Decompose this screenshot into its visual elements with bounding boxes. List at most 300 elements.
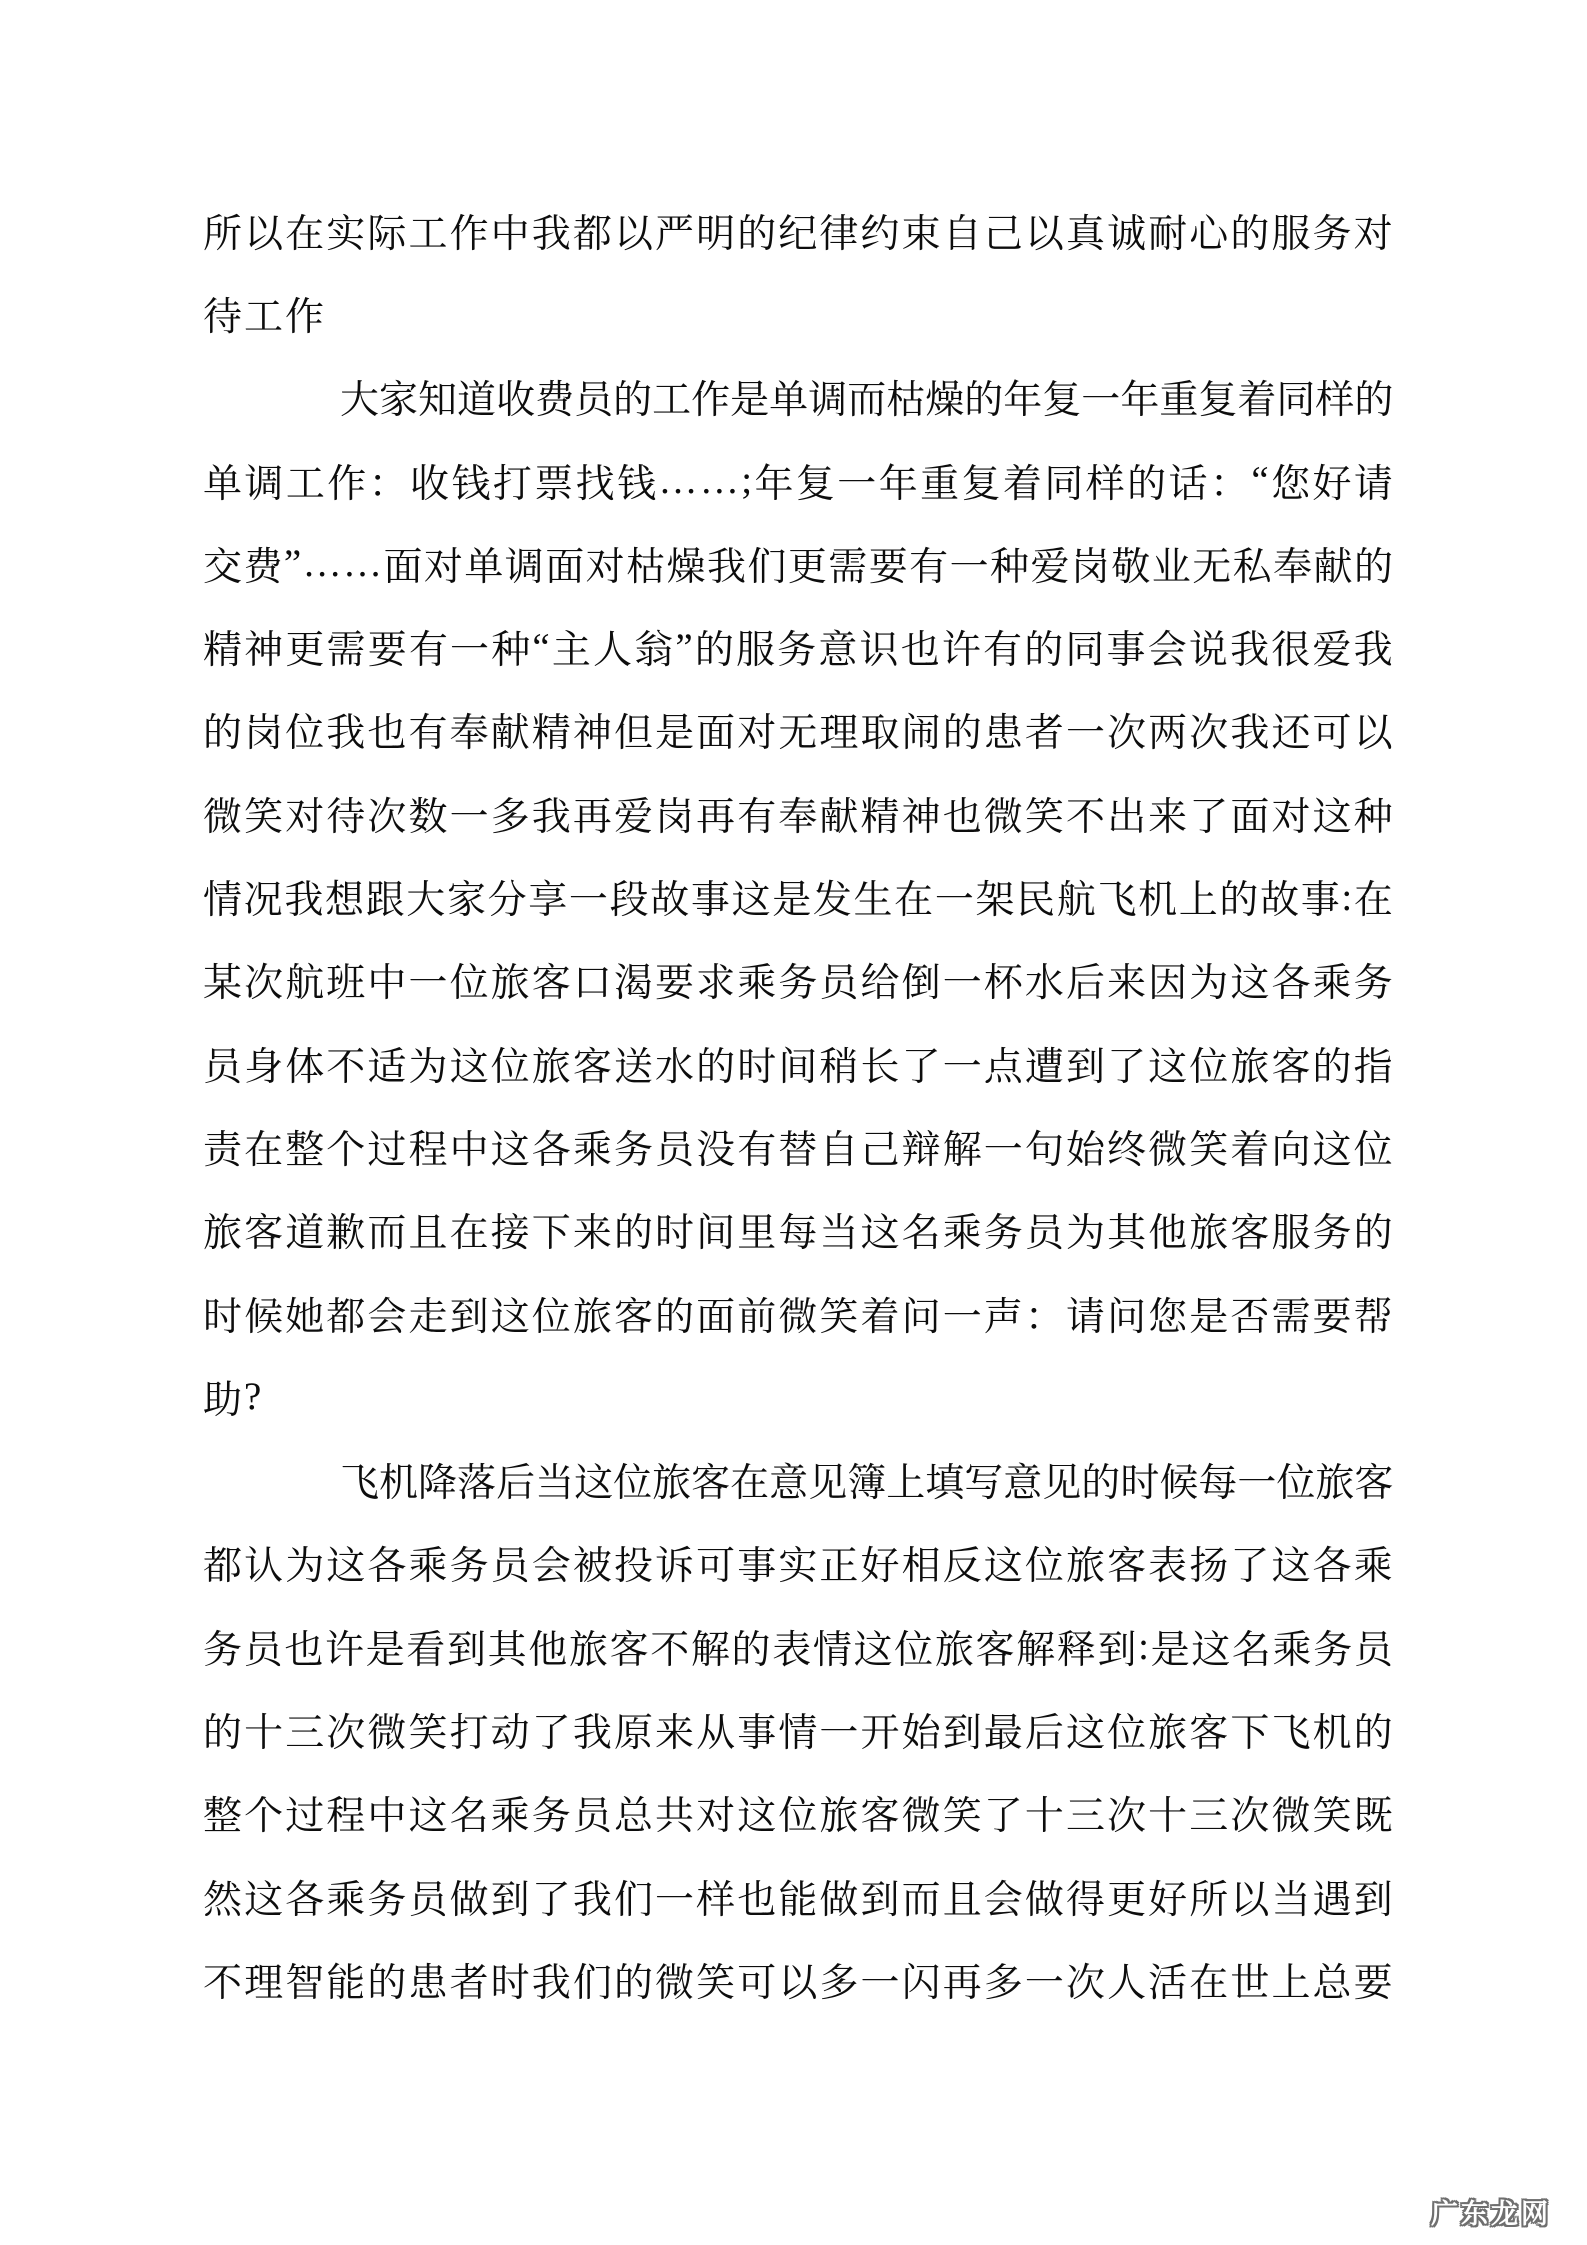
text-char: 不: [650, 1628, 690, 1672]
text-char: 业: [1151, 545, 1191, 589]
text-char: …: [658, 459, 698, 503]
text-char: 一: [1081, 379, 1121, 423]
text-char: 这: [1191, 1628, 1231, 1672]
text-char: 航: [1056, 879, 1096, 923]
text-char: 整: [203, 1795, 243, 1839]
text-char: 生: [853, 879, 893, 923]
text-char: 从: [696, 1711, 736, 1755]
text-char: 样: [696, 1878, 736, 1922]
text-char: 精: [531, 712, 571, 756]
text-char: 情: [778, 1711, 818, 1755]
text-char: 客: [613, 1295, 653, 1339]
text-char: 以: [1353, 712, 1393, 756]
text-char: 无: [1192, 545, 1232, 589]
text-char: 对: [1353, 212, 1393, 256]
text-char: 各: [531, 1128, 571, 1172]
text-char: 走: [408, 1295, 448, 1339]
text-char: 员: [1024, 1212, 1064, 1256]
text-char: 故: [1260, 879, 1300, 923]
text-char: 面: [383, 545, 423, 589]
text-char: 次: [1065, 1961, 1105, 2005]
text-char: 请: [1065, 1295, 1105, 1339]
text-char: 员: [408, 1878, 448, 1922]
text-char: 乘: [572, 1128, 612, 1172]
text-char: 员: [1353, 1628, 1393, 1672]
text-char: 间: [696, 1212, 736, 1256]
text-char: 有: [737, 795, 777, 839]
text-char: 一: [1237, 1462, 1277, 1506]
text-char: 务: [203, 1628, 243, 1672]
watermark: 广东龙网: [1431, 2199, 1551, 2230]
text-char: 年: [878, 462, 918, 506]
text-char: 一: [934, 879, 974, 923]
text-char: 倒: [901, 962, 941, 1006]
text-char: 费: [535, 379, 575, 423]
text-char: 水: [1024, 962, 1064, 1006]
text-char: 待: [326, 795, 366, 839]
text-char: 个: [326, 1128, 366, 1172]
text-char: 理: [819, 712, 859, 756]
text-char: 私: [1232, 545, 1272, 589]
text-char: 次: [1107, 1795, 1147, 1839]
text-char: 务: [1312, 212, 1352, 256]
text-char: 为: [408, 1045, 448, 1089]
text-char: 旅: [531, 1045, 571, 1089]
text-char: 一: [1065, 712, 1105, 756]
text-char: 次: [367, 795, 407, 839]
text-char: 旅: [1189, 1212, 1229, 1256]
text-char: 飞: [1271, 1711, 1311, 1755]
text-char: 收: [496, 379, 536, 423]
text-char: 道: [457, 379, 497, 423]
text-char: 这: [731, 879, 771, 923]
text-char: 一: [942, 1295, 982, 1339]
text-char: 释: [1056, 1628, 1096, 1672]
text-char: 一: [942, 962, 982, 1006]
text-char: 各: [1312, 1545, 1352, 1589]
text-char: 闪: [901, 1961, 941, 2005]
text-char: 务: [983, 1212, 1023, 1256]
text-char: 奉: [778, 795, 818, 839]
text-char: 意: [1003, 1462, 1043, 1506]
text-char: 的: [1353, 1212, 1393, 1256]
text-char: 动: [490, 1711, 530, 1755]
text-char: 调: [504, 545, 544, 589]
text-char: 以: [244, 212, 284, 256]
text-char: 位: [1353, 1128, 1393, 1172]
text-char: 会: [1147, 629, 1187, 673]
text-char: 客: [1271, 1045, 1311, 1089]
text-char: 乘: [408, 1545, 448, 1589]
text-line: [203, 522, 1393, 605]
text-char: 微: [203, 795, 243, 839]
text-char: 稍: [819, 1045, 859, 1089]
text-char: 遇: [1312, 1878, 1352, 1922]
text-char: 每: [778, 1212, 818, 1256]
text-char: 更: [787, 545, 827, 589]
text-char: 员: [490, 1545, 530, 1589]
text-char: 以: [613, 212, 653, 256]
text-char: 对: [285, 795, 325, 839]
text-char: 多: [490, 795, 530, 839]
text-char: 水: [655, 1045, 695, 1089]
text-char: 者: [449, 1961, 489, 2005]
text-char: 对: [423, 545, 463, 589]
text-char: :: [1138, 1625, 1149, 1669]
text-char: 交: [203, 545, 243, 589]
text-char: 始: [901, 1711, 941, 1755]
text-char: 客: [572, 1045, 612, 1089]
text-char: 客: [244, 1212, 284, 1256]
text-char: 样: [1085, 462, 1125, 506]
text-char: 客: [691, 1462, 731, 1506]
text-char: 作: [327, 462, 367, 506]
text-char: 乘: [737, 962, 777, 1006]
text-char: 笑: [1312, 1795, 1352, 1839]
text-char: 正: [819, 1545, 859, 1589]
text-char: 待: [203, 295, 243, 339]
text-char: 解: [1016, 1628, 1056, 1672]
text-char: 都: [326, 1295, 366, 1339]
text-char: 岗: [1070, 545, 1110, 589]
text-char: 更: [1107, 1878, 1147, 1922]
text-char: 我: [572, 1711, 612, 1755]
text-char: 员: [655, 1128, 695, 1172]
text-char: 了: [531, 1878, 571, 1922]
text-char: :: [1341, 875, 1353, 919]
text-char: 工: [285, 462, 325, 506]
text-char: 奉: [449, 712, 489, 756]
text-char: 替: [778, 1128, 818, 1172]
text-char: 民: [1016, 879, 1056, 923]
text-char: 务: [778, 962, 818, 1006]
text-char: 微: [778, 1295, 818, 1339]
text-char: 以: [778, 1961, 818, 2005]
text-char: 能: [326, 1961, 366, 2005]
text-char: 在: [285, 212, 325, 256]
text-char: 共: [655, 1795, 695, 1839]
text-line: [203, 1522, 1393, 1605]
text-char: 以: [1230, 1878, 1270, 1922]
text-char: 旅: [203, 1212, 243, 1256]
text-char: 一: [450, 629, 490, 673]
text-char: 枯: [886, 379, 926, 423]
text-char: 前: [737, 1295, 777, 1339]
paragraph: [203, 356, 1393, 1439]
text-char: 三: [285, 1711, 325, 1755]
text-char: 次: [1230, 1795, 1270, 1839]
text-char: 束: [901, 212, 941, 256]
text-char: 始: [1065, 1128, 1105, 1172]
text-char: 客: [609, 1628, 649, 1672]
text-line: [203, 1688, 1393, 1771]
text-char: 但: [613, 712, 653, 756]
text-char: 否: [1230, 1295, 1270, 1339]
text-char: 旅: [490, 962, 530, 1006]
text-char: 飞: [340, 1462, 380, 1506]
text-char: 微: [367, 1711, 407, 1755]
text-char: 单: [464, 545, 504, 589]
text-char: 对: [1271, 795, 1311, 839]
text-line: [203, 1189, 1393, 1272]
text-char: 事: [1106, 629, 1146, 673]
text-char: ?: [244, 1375, 262, 1419]
text-char: 着: [1230, 1128, 1270, 1172]
text-char: 来: [1107, 962, 1147, 1006]
text-char: 样: [1315, 379, 1355, 423]
text-char: 工: [244, 295, 284, 339]
text-char: 您: [1271, 462, 1311, 506]
text-char: 而: [901, 1878, 941, 1922]
text-char: 各: [1271, 962, 1311, 1006]
text-char: 有: [408, 712, 448, 756]
text-char: 一: [949, 545, 989, 589]
text-char: 献: [819, 795, 859, 839]
text-char: 在: [1353, 879, 1393, 923]
text-char: 的: [1219, 879, 1259, 923]
text-char: 为: [1065, 1212, 1105, 1256]
text-char: 这: [1065, 1711, 1105, 1755]
text-char: 献: [1313, 545, 1353, 589]
text-char: 们: [572, 1961, 612, 2005]
text-char: …: [343, 542, 383, 586]
text-char: 位: [778, 1795, 818, 1839]
text-char: 客: [975, 1628, 1015, 1672]
text-char: 开: [860, 1711, 900, 1755]
text-char: 次: [244, 962, 284, 1006]
text-char: 作: [449, 212, 489, 256]
text-char: 工: [408, 212, 448, 256]
text-char: 好: [860, 1545, 900, 1589]
text-char: 世: [1230, 1961, 1270, 2005]
text-char: 着: [1237, 379, 1277, 423]
text-char: 这: [490, 1295, 530, 1339]
text-char: 况: [243, 879, 283, 923]
text-char: 不: [203, 1961, 243, 2005]
text-char: 一: [449, 795, 489, 839]
text-char: 再: [572, 795, 612, 839]
text-char: 事: [737, 1545, 777, 1589]
text-char: 的: [203, 712, 243, 756]
text-char: 她: [285, 1295, 325, 1339]
text-char: 燥: [925, 379, 965, 423]
text-char: 员: [819, 962, 859, 1006]
text-char: 其: [1107, 1212, 1147, 1256]
text-char: ：: [1024, 1295, 1064, 1339]
text-char: 们: [613, 1878, 653, 1922]
text-char: 乘: [490, 1795, 530, 1839]
text-char: 事: [1300, 879, 1340, 923]
text-char: 当: [819, 1212, 859, 1256]
text-char: 事: [737, 1711, 777, 1755]
text-char: 被: [572, 1545, 612, 1589]
text-char: 大: [406, 879, 446, 923]
text-char: 的: [731, 1628, 771, 1672]
text-char: 意: [818, 629, 858, 673]
text-char: 的: [1312, 1045, 1352, 1089]
text-char: 服: [1271, 1212, 1311, 1256]
text-char: ”: [283, 542, 302, 586]
text-char: 在: [730, 1462, 770, 1506]
text-char: 笑: [942, 1795, 982, 1839]
text-char: 也: [284, 1628, 324, 1672]
text-char: …: [699, 459, 739, 503]
text-char: 家: [446, 879, 486, 923]
text-char: 的: [613, 379, 653, 423]
text-char: 的: [696, 1045, 736, 1089]
text-char: 的: [1127, 462, 1167, 506]
text-char: 调: [808, 379, 848, 423]
text-char: 钱: [451, 462, 491, 506]
text-char: 过: [367, 1128, 407, 1172]
text-char: 笑: [1024, 795, 1064, 839]
text-char: 智: [285, 1961, 325, 2005]
text-char: 一: [983, 1128, 1023, 1172]
text-char: 对: [737, 712, 777, 756]
text-char: 了: [1189, 795, 1229, 839]
text-char: 后: [1065, 962, 1105, 1006]
text-char: 务: [777, 629, 817, 673]
text-char: 是: [655, 712, 695, 756]
text-char: 作: [285, 295, 325, 339]
text-char: 同: [1276, 379, 1316, 423]
text-char: 务: [613, 1128, 653, 1172]
text-char: 向: [1271, 1128, 1311, 1172]
text-char: 这: [853, 1628, 893, 1672]
text-char: 簿: [847, 1462, 887, 1506]
text-char: 名: [1231, 1628, 1271, 1672]
text-char: 人: [593, 629, 633, 673]
text-line: [203, 1105, 1393, 1188]
text-char: 都: [203, 1545, 243, 1589]
text-char: 解: [942, 1128, 982, 1172]
text-char: 翁: [634, 629, 674, 673]
text-char: 微: [1271, 1795, 1311, 1839]
text-char: 调: [244, 462, 284, 506]
text-char: 表: [772, 1628, 812, 1672]
text-char: 遭: [1024, 1045, 1064, 1089]
text-char: 客: [1189, 1711, 1229, 1755]
text-char: 位: [1189, 1045, 1229, 1089]
text-char: 重: [920, 462, 960, 506]
paragraph: [203, 1438, 1393, 2021]
text-char: 一: [837, 462, 877, 506]
text-char: 送: [613, 1045, 653, 1089]
text-char: 笑: [1189, 1128, 1229, 1172]
text-char: 歉: [326, 1212, 366, 1256]
text-char: 有: [983, 629, 1023, 673]
text-char: 下: [531, 1212, 571, 1256]
text-char: 十: [244, 1711, 284, 1755]
text-char: 活: [1148, 1961, 1188, 2005]
text-char: 员: [574, 379, 614, 423]
text-char: 真: [1065, 212, 1105, 256]
text-char: …: [302, 542, 342, 586]
text-char: 到: [490, 1878, 530, 1922]
text-char: 位: [894, 1628, 934, 1672]
text-char: 许: [324, 1628, 364, 1672]
text-char: 在: [1189, 1961, 1229, 2005]
text-char: 情: [812, 1628, 852, 1672]
text-char: 然: [203, 1878, 243, 1922]
text-char: 对: [585, 545, 625, 589]
text-char: 也: [367, 712, 407, 756]
text-char: 可: [737, 1961, 777, 2005]
text-char: 的: [367, 1961, 407, 2005]
document-body: [203, 189, 1393, 2022]
text-char: 收: [410, 462, 450, 506]
text-char: 员: [572, 1795, 612, 1839]
text-char: 对: [696, 1795, 736, 1839]
text-char: 务: [367, 1878, 407, 1922]
text-char: 严: [655, 212, 695, 256]
text-char: 他: [528, 1628, 568, 1672]
text-char: 且: [942, 1878, 982, 1922]
text-char: 年: [1003, 379, 1043, 423]
text-char: 各: [367, 1545, 407, 1589]
text-char: 候: [1159, 1462, 1199, 1506]
paragraph: [203, 189, 1393, 356]
text-char: 机: [1138, 879, 1178, 923]
text-char: 句: [1024, 1128, 1064, 1172]
text-line: [203, 439, 1393, 522]
text-char: 会: [531, 1545, 571, 1589]
text-line: [203, 1272, 1393, 1355]
text-char: 乘: [1312, 962, 1352, 1006]
text-char: 务: [531, 1795, 571, 1839]
text-char: 诉: [655, 1545, 695, 1589]
text-char: 旅: [1230, 1045, 1270, 1089]
text-char: 名: [901, 1212, 941, 1256]
text-char: 神: [901, 795, 941, 839]
text-char: 事: [690, 879, 730, 923]
text-char: 耐: [1148, 212, 1188, 256]
text-char: 微: [901, 1795, 941, 1839]
text-char: 在: [449, 1212, 489, 1256]
text-char: 认: [244, 1545, 284, 1589]
text-char: 也: [900, 629, 940, 673]
text-char: 乘: [942, 1212, 982, 1256]
text-char: 没: [696, 1128, 736, 1172]
text-char: 旅: [568, 1628, 608, 1672]
text-char: 所: [203, 212, 243, 256]
text-char: 复: [795, 462, 835, 506]
text-char: 体: [285, 1045, 325, 1089]
text-char: 重: [1159, 379, 1199, 423]
text-char: 是: [730, 379, 770, 423]
text-char: 为: [285, 1545, 325, 1589]
text-char: 我: [1230, 629, 1270, 673]
text-char: 了: [983, 1795, 1023, 1839]
text-char: 旅: [572, 1295, 612, 1339]
text-char: 故: [650, 879, 690, 923]
text-char: 是: [1150, 1628, 1190, 1672]
text-char: 年: [1120, 379, 1160, 423]
text-char: 点: [983, 1045, 1023, 1089]
text-line: [203, 189, 1393, 272]
text-char: 精: [860, 795, 900, 839]
text-char: 渴: [613, 962, 653, 1006]
text-char: 适: [367, 1045, 407, 1089]
text-char: 请: [1353, 462, 1393, 506]
text-char: 机: [379, 1462, 419, 1506]
text-char: 帮: [1353, 1295, 1393, 1339]
text-char: 这: [737, 1795, 777, 1839]
text-char: 责: [203, 1128, 243, 1172]
text-char: 架: [975, 879, 1015, 923]
text-char: 下: [1230, 1711, 1270, 1755]
text-char: 的: [1230, 212, 1270, 256]
